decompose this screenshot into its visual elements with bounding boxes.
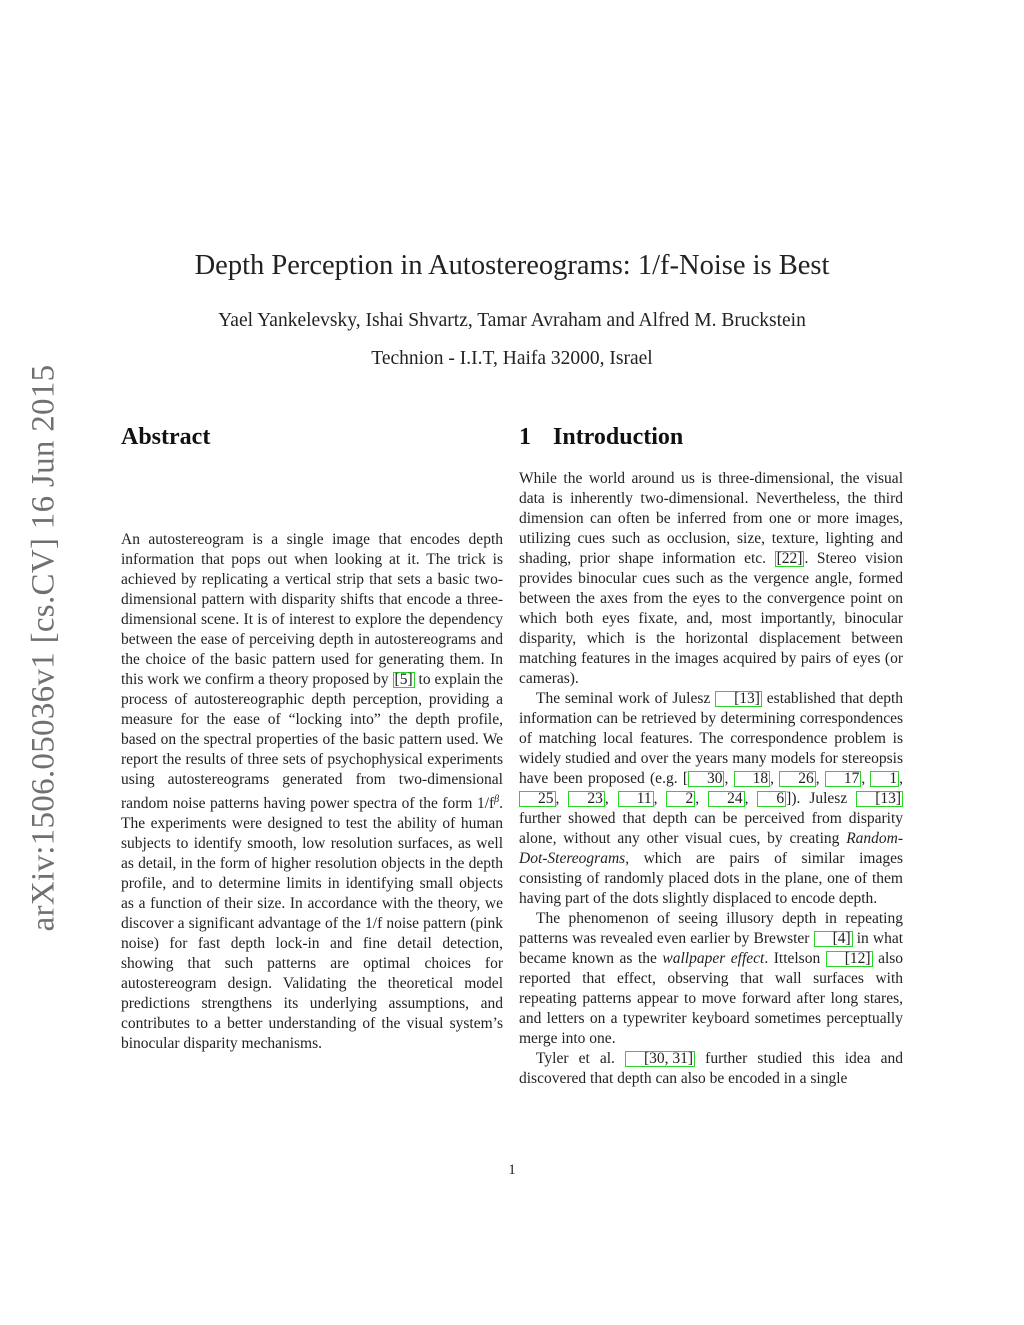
intro-paragraph: The phenomenon of seeing illusory depth in repeating patterns was revealed even earlier by Brewster [4] in what became known as the wallpaper effect. Ittelson [12] also reported that effect, observing that wall surfaces with repeating patterns appear to move forward after long stares, and letters on a typewriter keyboard sometimes perceptually merge into one. [519,910,904,1047]
citation-link[interactable]: [22] [776,550,803,567]
citation-link[interactable]: [30, 31] [625,1051,695,1067]
abstract-text: to explain the process of autostereographic depth perception, providing a measure for the ease of “locking into” the depth profile, based on the spectral properties of the basic pattern used. We report the results of three sets of psychophysical experiments using autostereograms generated from two-dimensional random noise patterns having power spectra of the form [121,671,503,813]
abstract-text: . The experiments were designed to test the ability of human subjects to identify smooth, low resolution surfaces, as well as detail, in the form of higher resolution objects in the depth profile, and to determine limits in identifying small objects as a function of their size. In accordance with the theory, we discover a significant advantage of the 1/f noise pattern (pink noise) for fast depth lock-in and fine detail detection, showing that such patterns are optimal choices for autostereogram design. Validating the theoretical model predictions strengthens its underlying assumptions, and contributes to a better understanding of the visual system’s binocular disparity mechanisms. [121,795,504,1053]
citation-group: [ 30 , 18 , 26 , 17 , 1 , 25 , 23 , 11 , 2 , 24 , 6 ] [519,770,903,807]
citation-link[interactable]: 17 [825,771,862,787]
citation-link[interactable]: 25 [519,791,556,807]
citation-link[interactable]: 6 [757,791,786,807]
paper-authors: Yael Yankelevsky, Ishai Shvartz, Tamar Avraham and Alfred M. Bruckstein [218,310,806,331]
abstract-body [121,530,503,1054]
citation-link[interactable]: 23 [568,791,605,807]
citation-link[interactable]: [4] [814,931,853,947]
section-title: Introduction [553,424,684,450]
page-number: 1 [508,1162,516,1178]
introduction-heading [519,424,683,451]
arxiv-identifier-text: arXiv:1506.05036v1 [cs.CV] 16 Jun 2015 [25,364,62,931]
introduction-body [519,469,903,1089]
citation-link[interactable]: 26 [779,771,816,787]
citation-link[interactable]: 11 [618,791,654,807]
citation-link[interactable]: [13] [715,691,762,707]
citation-link[interactable]: 18 [734,771,771,787]
citation-link[interactable]: [5] [394,671,413,688]
abstract-heading: Abstract [121,424,211,450]
citation-link[interactable]: 1 [870,771,899,787]
citation-link[interactable]: 24 [708,791,745,807]
section-number: 1 [519,424,531,450]
arxiv-identifier [14,355,74,940]
intro-paragraph: The seminal work of Julesz [13] established that depth information can be retrieved by determining correspondences of matching local features. The correspondence problem is widely studied and over the years many models for stereopsis have been proposed (e.g. [ 30 , 18 , 26 , 17 , 1 , 25 , 23 , 11 , 2 , 24 , 6 ]). Julesz [13] further showed that depth can be perceived from disparity alone, without any other visual cues, by creating Random-Dot-Stereograms, which are pairs of similar images consisting of randomly placed dots in the plane, one of them having part of the dots slightly displaced to encode depth. [519,690,904,907]
intro-paragraph: While the world around us is three-dimensional, the visual data is inherently two-dimensional. Nevertheless, the third dimension can often be inferred from one or more images, utilizing cues such as occlusion, size, texture, lighting and shading, prior shape information etc. [22] . Stereo vision provides binocular cues such as the vergence angle, formed between the axes from the eyes to the convergence point on which both eyes fixate, and, most importantly, binocular disparity, which is the horizontal displacement between matching features in the images acquired by pairs of eyes (or cameras). [519,470,903,687]
citation-link[interactable]: 30 [688,771,725,787]
paper-title: Depth Perception in Autostereograms: 1/f-Noise is Best [194,250,830,281]
citation-link[interactable]: [13] [856,791,903,807]
emphasis-text: Random-Dot-Stereograms [519,830,904,867]
citation-link[interactable]: [12] [826,951,873,967]
abstract-text: An autostereogram is a single image that encodes depth information that pops out when looking at it. The trick is achieved by replicating a vertical strip that sets a basic two-dimensional pattern with disparity shifts that encode a three-dimensional scene. It is of interest to explore the dependency between the ease of perceiving depth in autostereograms and the choice of the basic pattern used for generating them. In this work we confirm a theory proposed by [121,531,503,688]
paper-affiliation: Technion - I.I.T, Haifa 32000, Israel [371,348,653,369]
emphasis-text: wallpaper effect [662,950,765,967]
intro-paragraph: Tyler et al. [30, 31] further studied this idea and discovered that depth can also be encoded in a single [519,1050,904,1087]
citation-link[interactable]: 2 [666,791,695,807]
formula: $1/f^\beta$ [476,794,500,813]
